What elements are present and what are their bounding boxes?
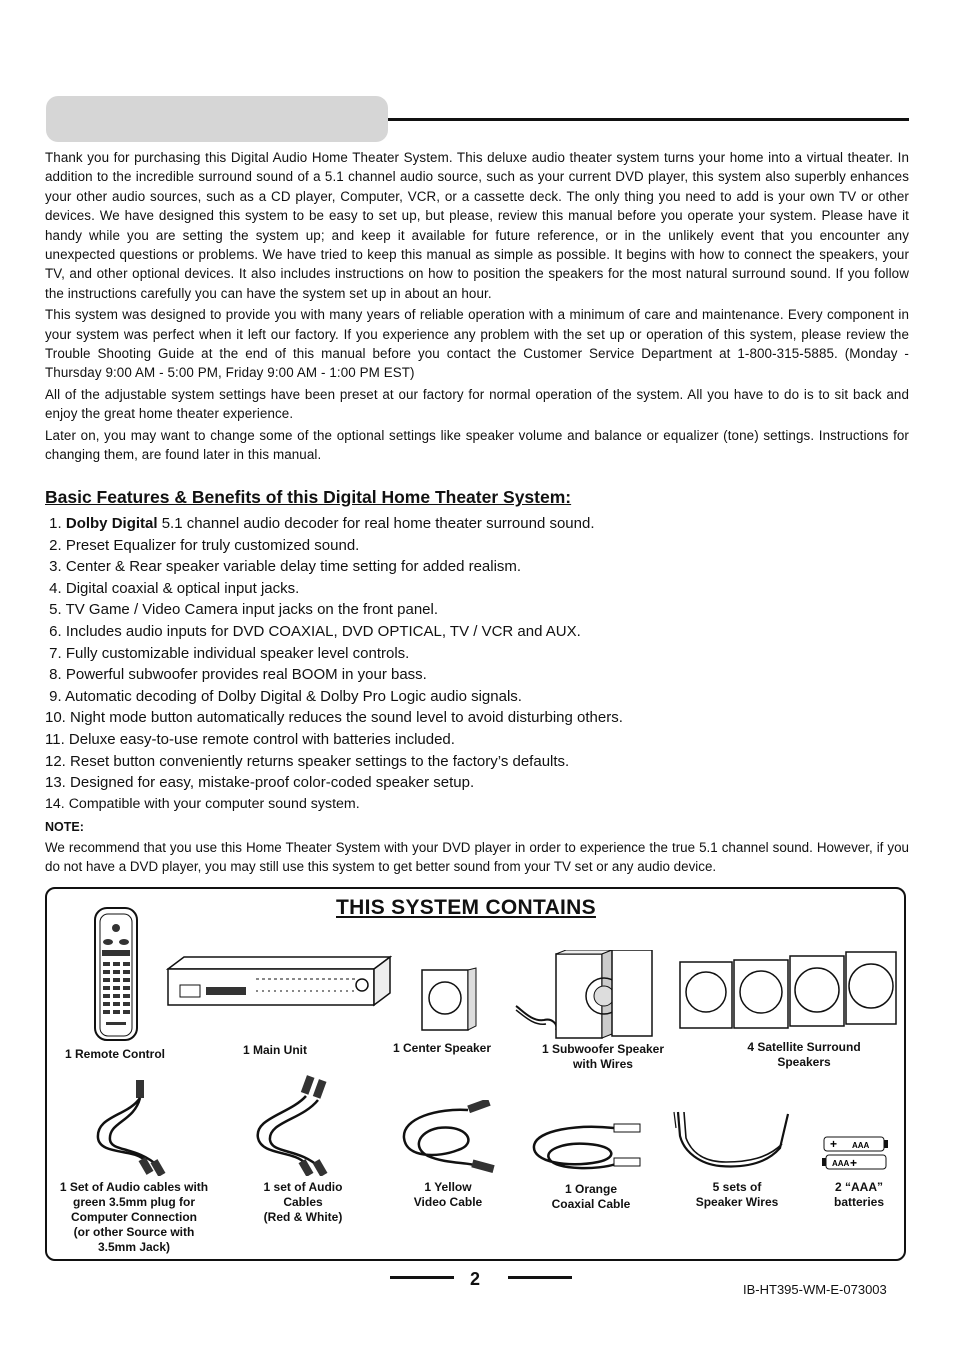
feature-text: Compatible with your computer sound system. xyxy=(68,795,360,812)
feature-number: 2. xyxy=(45,536,62,554)
feature-item xyxy=(45,729,623,751)
note-text: We recommend that you use this Home Theater System with your DVD player in order to experience the true 5.1 channel sound. However, if you do not have a DVD player, you may still use this system to get better sound from your TV set or any audio device. xyxy=(45,840,909,875)
feature-number: 4. xyxy=(45,579,62,597)
feature-bold: Dolby Digital xyxy=(65,515,158,532)
feature-number: 3. xyxy=(45,558,62,576)
feature-item xyxy=(45,513,623,535)
audio-cable-35mm-illustration xyxy=(88,1076,172,1176)
header-rule xyxy=(388,118,909,121)
feature-item xyxy=(45,664,623,686)
feature-number: 5. xyxy=(45,601,62,619)
feature-text: Fully customizable individual speaker level controls. xyxy=(65,644,410,662)
feature-item xyxy=(45,556,623,578)
note-title: NOTE: xyxy=(45,820,84,834)
remote-control-illustration xyxy=(92,906,140,1042)
feature-number: 9. xyxy=(45,687,62,705)
feature-item xyxy=(45,578,623,600)
page-number: 2 xyxy=(470,1269,481,1289)
battery-plus-icon: + xyxy=(850,1156,858,1170)
feature-text: Preset Equalizer for truly customized sound. xyxy=(65,536,360,554)
intro-paragraph-4: Later on, you may want to change some of the optional settings like speaker volume and balance or equalizer (tone) settings. Instructions for changing them, are found later in this manual. xyxy=(45,427,909,463)
feature-item xyxy=(45,751,623,773)
feature-text: Night mode button automatically reduces the sound level to avoid disturbing others. xyxy=(70,709,623,727)
features-list xyxy=(45,513,623,815)
feature-number: 11. xyxy=(45,730,65,748)
feature-item xyxy=(45,686,623,708)
contents-title: THIS SYSTEM CONTAINS xyxy=(336,896,596,919)
subwoofer-illustration xyxy=(512,950,656,1040)
feature-text: Digital coaxial & optical input jacks. xyxy=(65,579,300,597)
satellite-speakers-illustration xyxy=(678,950,900,1032)
video-cable-illustration xyxy=(398,1100,498,1178)
coaxial-cable-illustration xyxy=(528,1120,646,1176)
feature-number: 7. xyxy=(45,644,62,662)
feature-item xyxy=(45,535,623,557)
page-number-rule-right xyxy=(508,1276,572,1279)
feature-text: Powerful subwoofer provides real BOOM in your bass. xyxy=(65,666,427,684)
feature-item xyxy=(45,643,623,665)
feature-number: 12. xyxy=(45,752,66,770)
feature-number: 6. xyxy=(45,622,62,640)
battery-plus-icon: + xyxy=(830,1137,838,1151)
caption-audio-cable-35mm: 1 Set of Audio cables with green 3.5mm plug for Computer Connection (or other Source with 3.5mm Jack) xyxy=(59,1180,209,1254)
caption-video-cable: 1 Yellow Video Cable xyxy=(413,1180,483,1209)
feature-text: Designed for easy, mistake-proof color-coded speaker setup. xyxy=(70,774,475,792)
feature-text: Reset button conveniently returns speaker settings to the factory’s defaults. xyxy=(70,752,570,770)
intro-paragraph-1: Thank you for purchasing this Digital Audio Home Theater System. This deluxe audio theater system turns your home into a virtual theater. In addition to the incredible surround sound of a 5.1 channel audio source, such as your current DVD player, this system also superbly enhances your other audio sources, such as a CD player, Computer, VCR, or a cassette deck. The only thing you need to add is your own TV or other devices. We have designed this system to be easy to set up, but please, review this manual before you operate your system. Please have it handy while you are setting the system up; and keep it available for future reference, or in the unlikely event that you encounter any unexpected questions or problems. We have tried to keep this manual as simple as possible. It begins with how to connect the speakers, your TV, and other optional devices. It also includes instructions on how to position the speakers for the most natural surround sound. If you follow the instructions carefully you can have the system set up in about an hour. xyxy=(45,150,909,301)
feature-item xyxy=(45,599,623,621)
intro-paragraph-2: This system was designed to provide you with many years of reliable operation with a minimum of care and maintenance. Every component in your system was perfect when it left our factory. If you experience any problem with the set up or operation of this system, please review the Trouble Shooting Guide at the end of this manual before you contact the Customer Service Department at 1-800-315-5885. (Monday - Thursday 9:00 AM - 5:00 PM, Friday 9:00 AM - 1:00 PM EST) xyxy=(45,307,909,381)
center-speaker-illustration xyxy=(420,966,478,1032)
caption-center-speaker: 1 Center Speaker xyxy=(392,1041,492,1055)
caption-main-unit: 1 Main Unit xyxy=(242,1043,307,1057)
feature-number: 14. xyxy=(45,795,65,812)
battery-label: AAA xyxy=(832,1159,850,1168)
document-code: IB-HT395-WM-E-073003 xyxy=(743,1282,887,1297)
feature-text: Center & Rear speaker variable delay time setting for added realism. xyxy=(65,558,522,576)
caption-audio-cable-red-white: 1 set of Audio Cables (Red & White) xyxy=(263,1180,343,1224)
header-tab xyxy=(46,96,388,142)
feature-item xyxy=(45,772,623,794)
intro-text xyxy=(45,148,909,467)
batteries-illustration xyxy=(820,1134,892,1174)
features-title: Basic Features & Benefits of this Digital Home Theater System: xyxy=(45,487,572,507)
feature-text: 5.1 channel audio decoder for real home theater surround sound. xyxy=(157,515,595,532)
speaker-wires-illustration xyxy=(670,1108,794,1178)
main-unit-illustration xyxy=(166,955,392,1007)
intro-paragraph-3: All of the adjustable system settings have been preset at our factory for normal operation of the system. All you have to do is to sit back and enjoy the great home theater experience. xyxy=(45,386,909,422)
feature-item xyxy=(45,794,623,816)
feature-number: 1. xyxy=(45,515,62,532)
caption-speaker-wires: 5 sets of Speaker Wires xyxy=(695,1180,779,1209)
feature-text: TV Game / Video Camera input jacks on the front panel. xyxy=(65,601,439,619)
caption-batteries: 2 “AAA” batteries xyxy=(833,1180,885,1209)
audio-cable-red-white-illustration xyxy=(250,1074,334,1176)
feature-item xyxy=(45,707,623,729)
feature-number: 13. xyxy=(45,774,66,792)
feature-text: Deluxe easy-to-use remote control with batteries included. xyxy=(68,730,455,748)
feature-item xyxy=(45,621,623,643)
caption-remote: 1 Remote Control xyxy=(64,1047,165,1061)
caption-coaxial-cable: 1 Orange Coaxial Cable xyxy=(551,1182,631,1211)
feature-number: 8. xyxy=(45,666,62,684)
feature-text: Automatic decoding of Dolby Digital & Dolby Pro Logic audio signals. xyxy=(65,687,522,705)
caption-subwoofer: 1 Subwoofer Speaker with Wires xyxy=(541,1042,665,1071)
feature-number: 10. xyxy=(45,709,66,727)
caption-satellite-speakers: 4 Satellite Surround Speakers xyxy=(747,1040,861,1069)
feature-text: Includes audio inputs for DVD COAXIAL, DVD OPTICAL, TV / VCR and AUX. xyxy=(65,622,581,640)
page-number-rule-left xyxy=(390,1276,454,1279)
battery-label: AAA xyxy=(852,1141,870,1150)
